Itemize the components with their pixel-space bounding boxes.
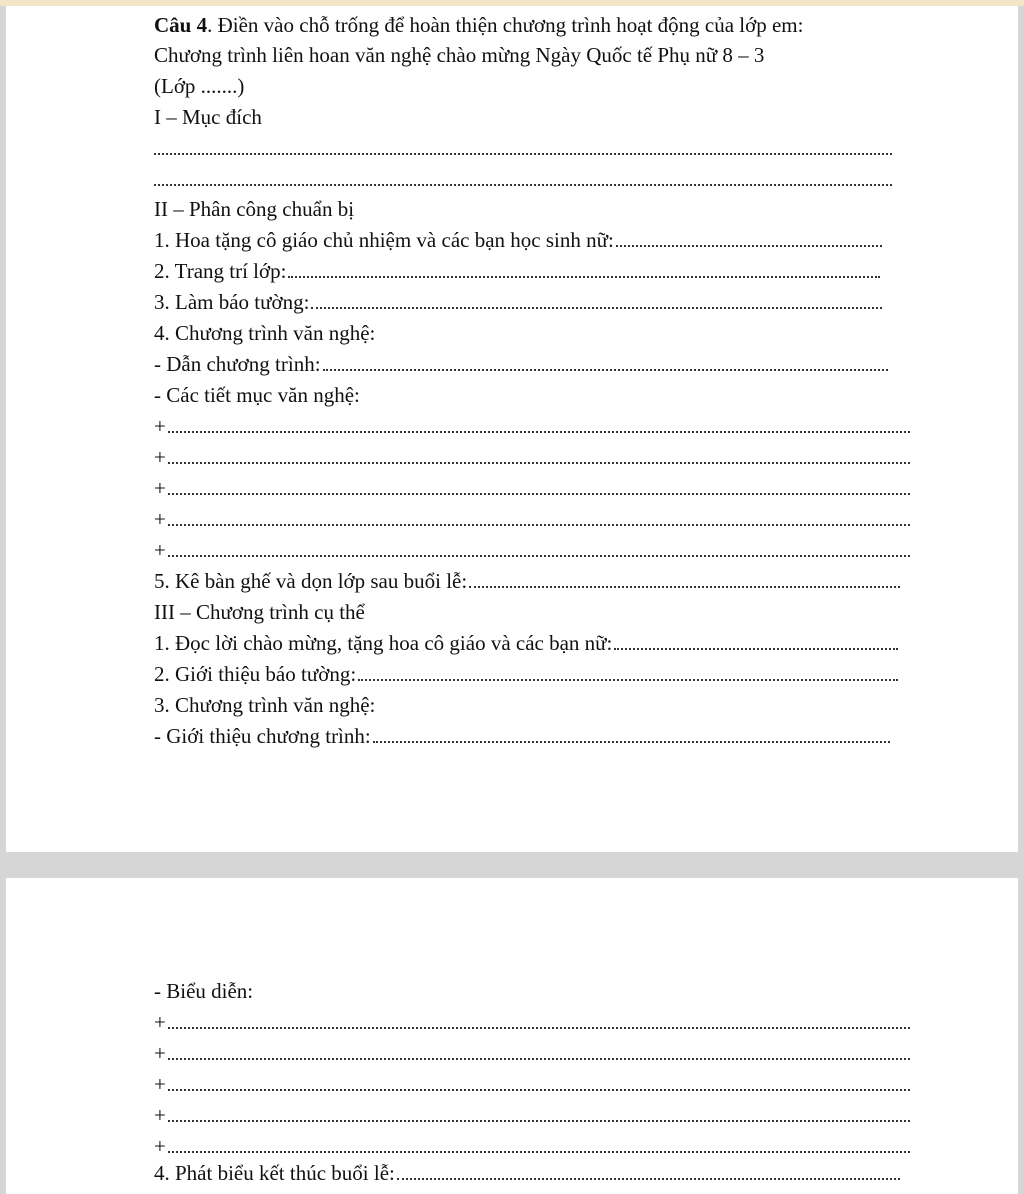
question-heading (154, 10, 803, 40)
section-purpose-heading: I – Mục đích (154, 105, 262, 129)
blank-fill (168, 413, 910, 433)
program-item-greeting[interactable] (154, 628, 898, 658)
acts-label: - Các tiết mục văn nghệ: (154, 383, 360, 407)
blank-fill (469, 568, 900, 588)
act-line[interactable] (154, 411, 910, 441)
plus-marker: + (154, 538, 166, 562)
prep-item-label: 2. Trang trí lớp: (154, 259, 287, 283)
prep-item-label: 3. Làm báo tường: (154, 290, 310, 314)
perform-line[interactable] (154, 1038, 910, 1068)
section-program-heading: III – Chương trình cụ thể (154, 600, 365, 624)
perform-line[interactable] (154, 1007, 910, 1037)
prep-item-flowers[interactable] (154, 225, 882, 255)
plus-marker: + (154, 507, 166, 531)
act-line[interactable] (154, 442, 910, 472)
plus-marker: + (154, 1010, 166, 1034)
plus-marker: + (154, 1072, 166, 1096)
plus-marker: + (154, 445, 166, 469)
blank-fill (614, 630, 898, 650)
cleanup-label: 5. Kê bàn ghế và dọn lớp sau buổi lễ: (154, 569, 468, 593)
program-title: Chương trình liên hoan văn nghệ chào mừng Ngày Quốc tế Phụ nữ 8 – 3 (154, 43, 765, 67)
blank-fill (323, 351, 888, 371)
blank-fill (397, 1160, 900, 1180)
blank-fill (168, 506, 910, 526)
prep-item-cleanup[interactable] (154, 566, 900, 596)
blank-fill (168, 1040, 910, 1060)
section-preparation-heading: II – Phân công chuẩn bị (154, 197, 355, 221)
program-intro-field[interactable] (154, 721, 890, 751)
blank-fill (168, 1009, 910, 1029)
perform-label: - Biểu diễn: (154, 979, 254, 1003)
class-label: (Lớp .......) (154, 74, 245, 98)
perform-line[interactable] (154, 1131, 910, 1161)
blank-fill (358, 661, 898, 681)
document-page-1 (6, 6, 1018, 852)
blank-fill (616, 227, 882, 247)
purpose-blank-line-1[interactable] (154, 125, 892, 155)
perform-line[interactable] (154, 1100, 910, 1130)
blank-fill (168, 1133, 910, 1153)
blank-fill (168, 1102, 910, 1122)
prep-item-wall-newspaper[interactable] (154, 287, 882, 317)
plus-marker: + (154, 414, 166, 438)
closing-label: 4. Phát biểu kết thúc buổi lễ: (154, 1161, 395, 1185)
blank-fill (168, 475, 910, 495)
closing-speech-field[interactable] (154, 1158, 900, 1188)
question-text: . Điền vào chỗ trống để hoàn thiện chương trình hoạt động của lớp em: (207, 13, 804, 37)
blank-fill (168, 1071, 910, 1091)
plus-marker: + (154, 1041, 166, 1065)
purpose-blank-line-2[interactable] (154, 156, 892, 186)
question-label: Câu 4 (154, 13, 208, 37)
perform-line[interactable] (154, 1069, 910, 1099)
document-page-2 (6, 878, 1018, 1194)
act-line[interactable] (154, 504, 910, 534)
prep-item-performance: 4. Chương trình văn nghệ: (154, 321, 376, 345)
program-intro-label: - Giới thiệu chương trình: (154, 724, 371, 748)
host-field[interactable] (154, 349, 888, 379)
blank-fill (288, 258, 880, 278)
blank-fill (168, 444, 910, 464)
program-item-newspaper-intro[interactable] (154, 659, 898, 689)
prep-item-decoration[interactable] (154, 256, 880, 286)
program-item-label: 1. Đọc lời chào mừng, tặng hoa cô giáo và các bạn nữ: (154, 631, 613, 655)
plus-marker: + (154, 476, 166, 500)
blank-fill (373, 723, 890, 743)
program-item-label: 2. Giới thiệu báo tường: (154, 662, 357, 686)
blank-fill (311, 289, 882, 309)
blank-fill (168, 537, 910, 557)
program-item-performance: 3. Chương trình văn nghệ: (154, 693, 376, 717)
plus-marker: + (154, 1103, 166, 1127)
plus-marker: + (154, 1134, 166, 1158)
prep-item-label: 1. Hoa tặng cô giáo chủ nhiệm và các bạn học sinh nữ: (154, 228, 614, 252)
host-label: - Dẫn chương trình: (154, 352, 321, 376)
act-line[interactable] (154, 535, 910, 565)
act-line[interactable] (154, 473, 910, 503)
